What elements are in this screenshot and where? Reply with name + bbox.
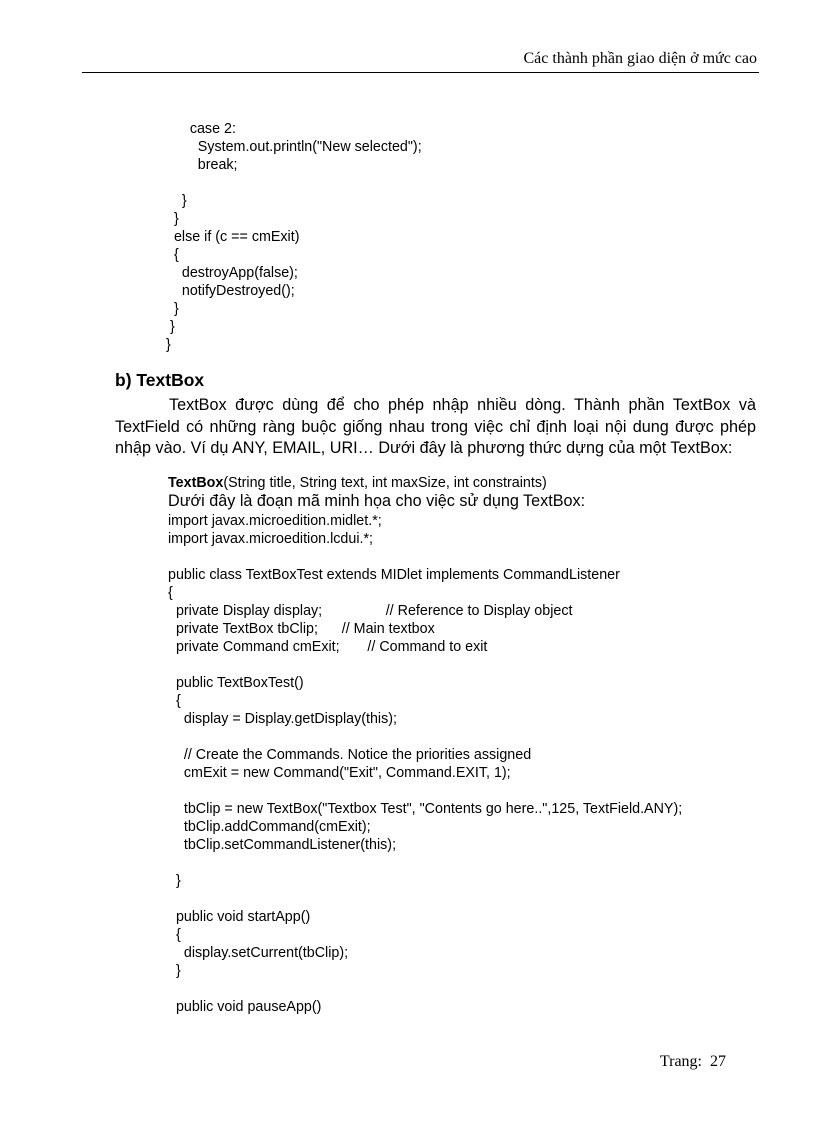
code-line: } (168, 963, 181, 979)
code-line: import javax.microedition.lcdui.*; (168, 531, 374, 547)
code-block-textbox-example (168, 512, 768, 1016)
code-line: cmExit = new Command("Exit", Command.EXIT, 1); (168, 765, 511, 781)
code-line (168, 548, 768, 566)
code-line: else if (c == cmExit) (166, 229, 300, 245)
code-line: notifyDestroyed(); (166, 283, 295, 299)
code-line (168, 782, 768, 800)
code-line (168, 980, 768, 998)
code-line: private Command cmExit; // Command to exit (168, 639, 488, 655)
code-line: tbClip.addCommand(cmExit); (168, 819, 371, 835)
code-line: } (168, 873, 181, 889)
code-intro-text: Dưới đây là đoạn mã minh họa cho việc sử dụng TextBox: (168, 492, 586, 510)
section-heading: b) TextBox (115, 370, 205, 390)
code-line: public class TextBoxTest extends MIDlet implements CommandListener (168, 567, 620, 583)
code-line (168, 728, 768, 746)
code-line (168, 890, 768, 908)
code-line: case 2: (166, 121, 236, 137)
page-header-title: Các thành phần giao diện ở mức cao (523, 50, 757, 67)
code-line: } (166, 337, 171, 353)
body-paragraph (115, 395, 756, 460)
constructor-signature (168, 474, 547, 492)
code-line: display = Display.getDisplay(this); (168, 711, 397, 727)
code-line: { (168, 693, 181, 709)
code-line: System.out.println("New selected"); (166, 139, 422, 155)
code-line: } (166, 211, 179, 227)
code-line: destroyApp(false); (166, 265, 298, 281)
code-line: break; (166, 157, 238, 173)
code-line: private Display display; // Reference to Display object (168, 603, 573, 619)
code-line: private TextBox tbClip; // Main textbox (168, 621, 435, 637)
code-line (168, 656, 768, 674)
code-line: public void pauseApp() (168, 999, 322, 1015)
code-line: tbClip = new TextBox("Textbox Test", "Contents go here..",125, TextField.ANY); (168, 801, 683, 817)
code-line: } (166, 319, 175, 335)
code-line: } (166, 301, 179, 317)
code-line: { (168, 927, 181, 943)
code-line: // Create the Commands. Notice the priorities assigned (168, 747, 532, 763)
code-line: import javax.microedition.midlet.*; (168, 513, 382, 529)
paragraph-text: TextBox được dùng để cho phép nhập nhiều dòng. Thành phần TextBox và TextField có những ràng buộc giống nhau trong việc chỉ định loại nội dung được phép nhập vào. Ví dụ ANY, EMAIL, URI… Dưới đây là phương thức dựng của một TextBox: (115, 396, 756, 457)
header-divider (82, 72, 759, 73)
code-line: { (166, 247, 179, 263)
code-line: public void startApp() (168, 909, 311, 925)
code-line: tbClip.setCommandListener(this); (168, 837, 397, 853)
code-line (166, 174, 766, 192)
code-line: } (166, 193, 187, 209)
code-line: display.setCurrent(tbClip); (168, 945, 349, 961)
code-block-continuation (166, 120, 766, 354)
constructor-name: TextBox (168, 475, 224, 491)
code-line: { (168, 585, 173, 601)
code-line (168, 854, 768, 872)
code-line: public TextBoxTest() (168, 675, 304, 691)
page-number: Trang: 27 (659, 1053, 726, 1070)
constructor-params: (String title, String text, int maxSize, int constraints) (223, 475, 547, 491)
